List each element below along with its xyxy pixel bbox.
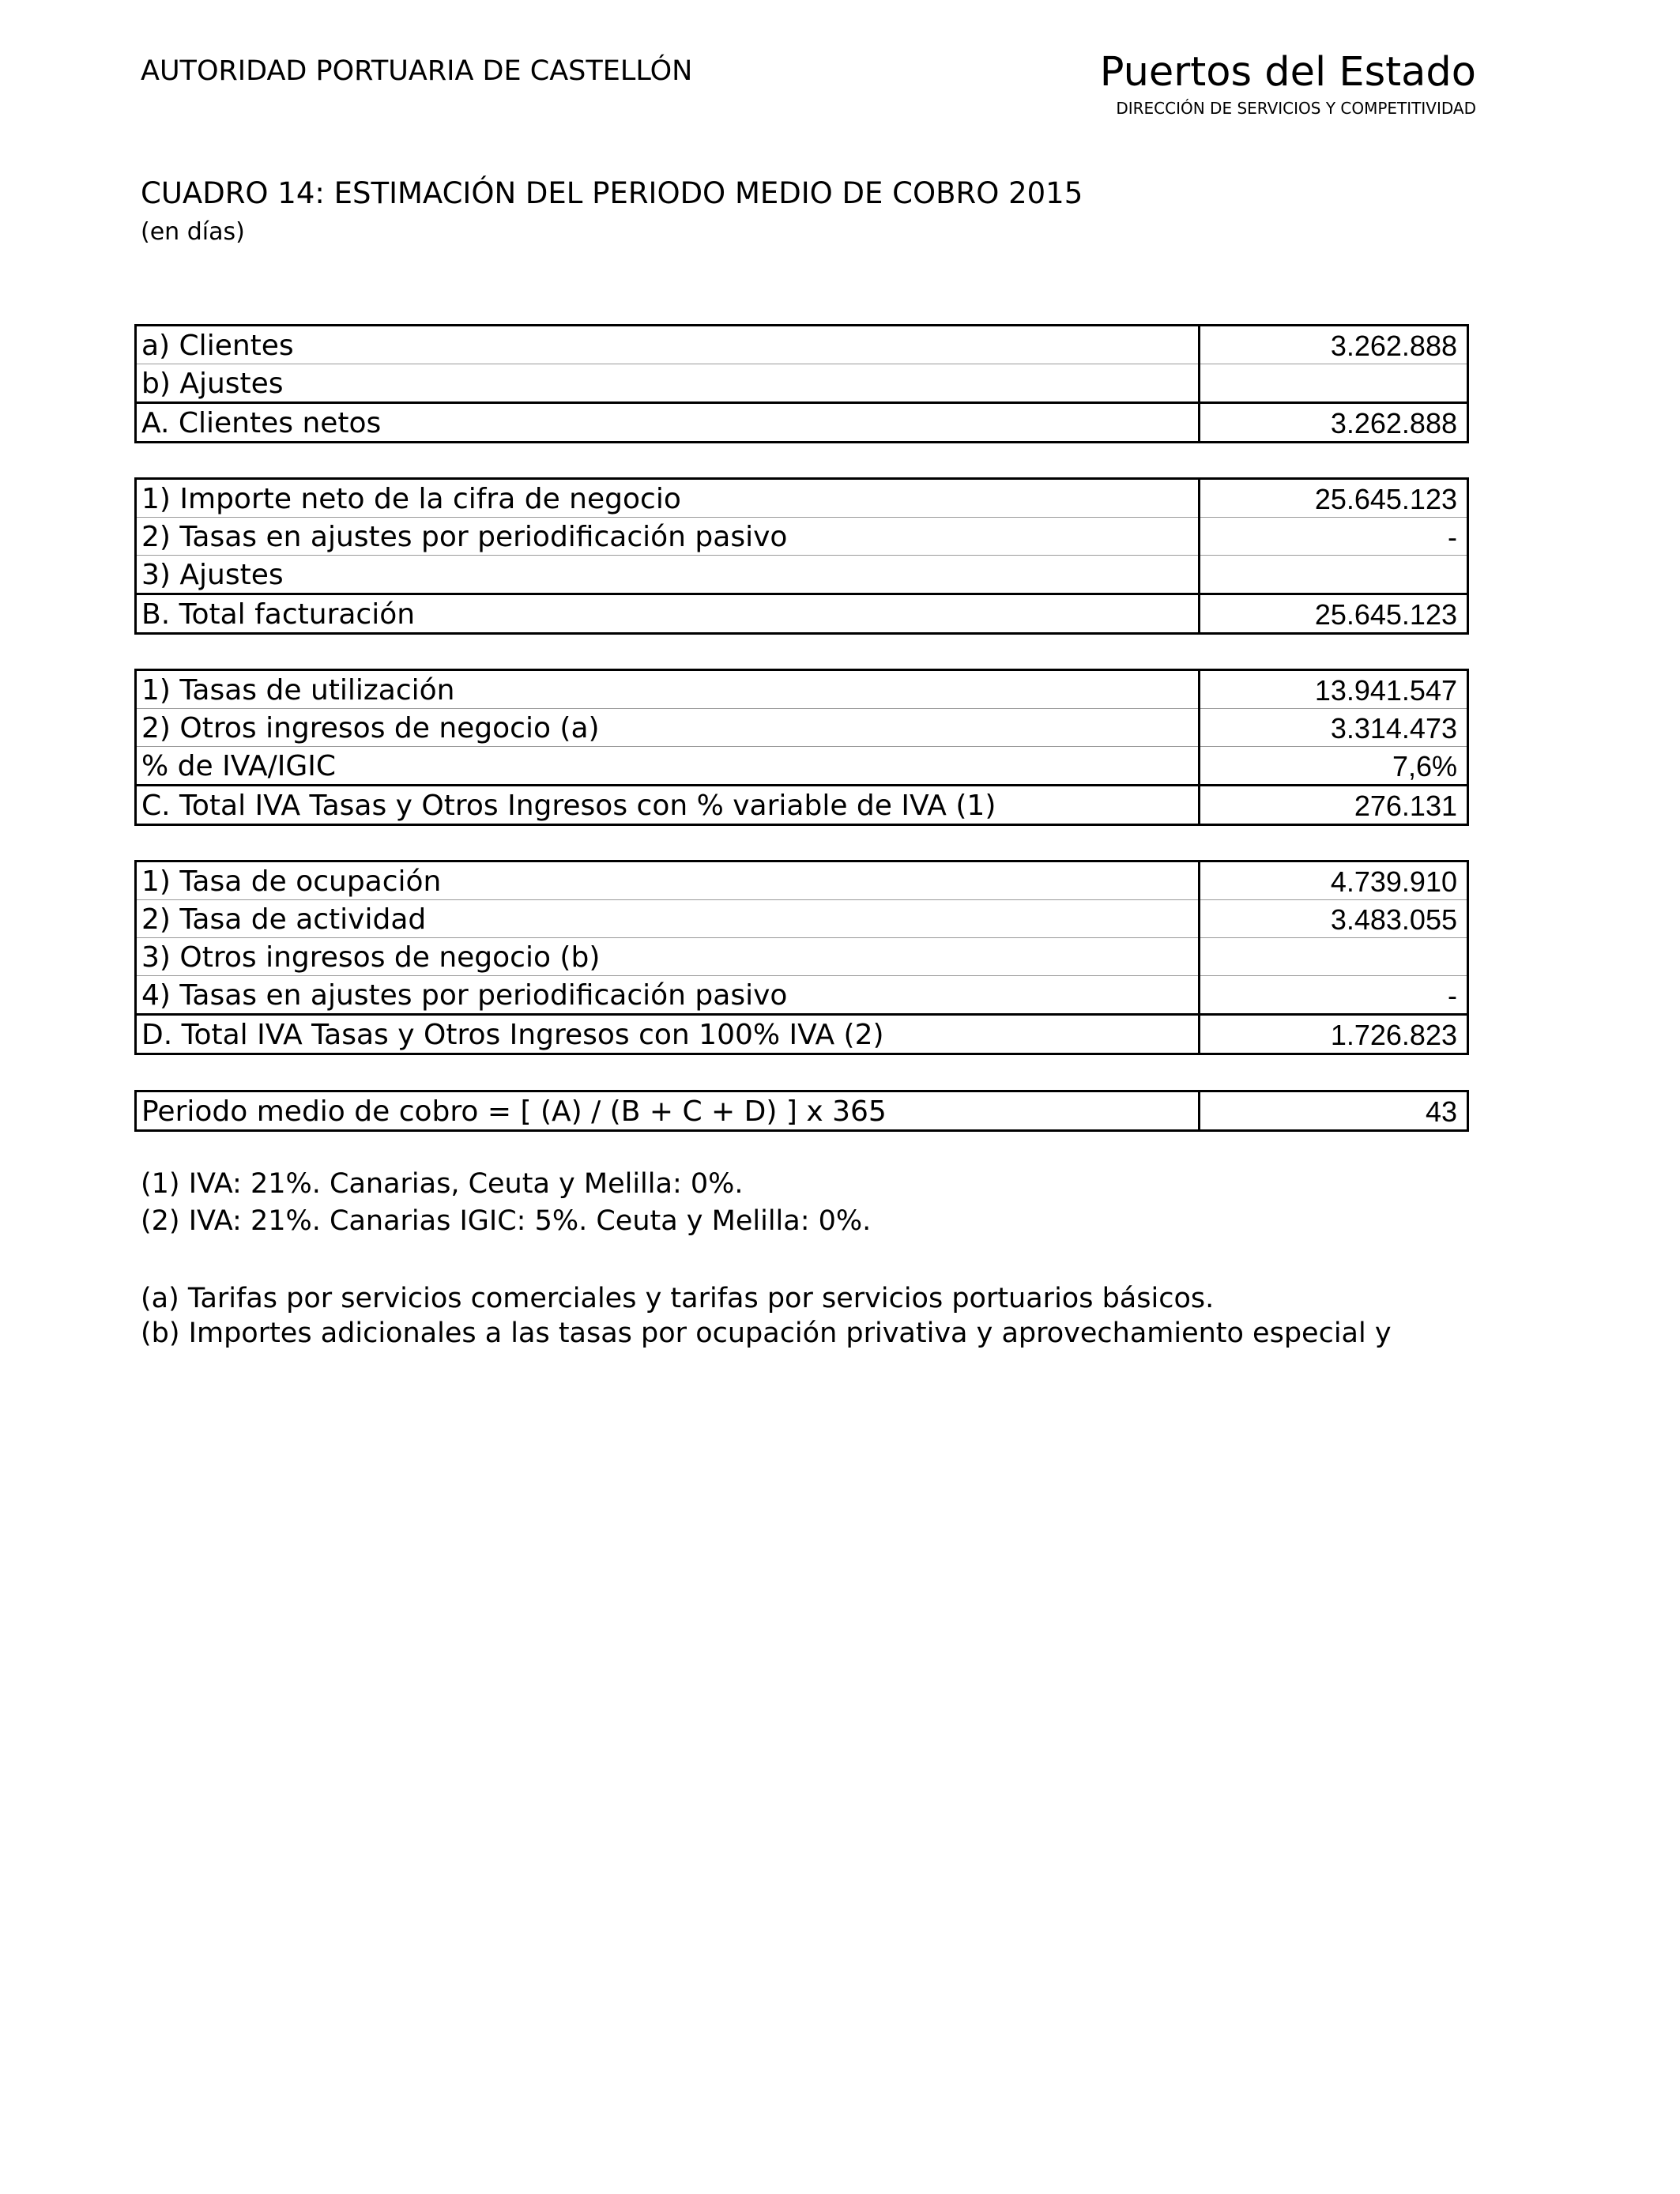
row-value: 7,6% <box>1200 747 1468 786</box>
row-label: 2) Otros ingresos de negocio (a) <box>136 709 1200 747</box>
row-value: 25.645.123 <box>1200 594 1468 634</box>
row-label: 1) Importe neto de la cifra de negocio <box>136 479 1200 518</box>
row-label: Periodo medio de cobro = [ (A) / (B + C + D) ] x 365 <box>136 1091 1200 1131</box>
row-label: 3) Ajustes <box>136 556 1200 594</box>
row-label: 2) Tasas en ajustes por periodificación pasivo <box>136 518 1200 556</box>
department-name: DIRECCIÓN DE SERVICIOS Y COMPETITIVIDAD <box>1116 99 1476 118</box>
table-row <box>136 326 1468 364</box>
row-value: 3.483.055 <box>1200 900 1468 938</box>
table-row <box>136 747 1468 786</box>
row-label: 1) Tasa de ocupación <box>136 861 1200 900</box>
row-value: 276.131 <box>1200 786 1468 825</box>
row-value: 3.262.888 <box>1200 326 1468 364</box>
row-value <box>1200 938 1468 976</box>
footnote-1: (1) IVA: 21%. Canarias, Ceuta y Melilla: 0%. <box>141 1168 744 1200</box>
row-label: a) Clientes <box>136 326 1200 364</box>
total-row <box>136 594 1468 634</box>
row-label: 1) Tasas de utilización <box>136 670 1200 709</box>
table-iva-100 <box>134 860 1469 1055</box>
row-value: - <box>1200 976 1468 1015</box>
footnote-a: (a) Tarifas por servicios comerciales y tarifas por servicios portuarios básicos. <box>141 1283 1215 1314</box>
table-row <box>136 670 1468 709</box>
table-row <box>136 861 1468 900</box>
row-value: 43 <box>1200 1091 1468 1131</box>
table-iva-variable <box>134 669 1469 826</box>
row-value: - <box>1200 518 1468 556</box>
row-label: 4) Tasas en ajustes por periodificación pasivo <box>136 976 1200 1015</box>
footnote-b: (b) Importes adicionales a las tasas por ocupación privativa y aprovechamiento especial y <box>141 1318 1392 1349</box>
row-value: 3.314.473 <box>1200 709 1468 747</box>
page-title: CUADRO 14: ESTIMACIÓN DEL PERIODO MEDIO DE COBRO 2015 <box>141 176 1083 210</box>
brand-name: Puertos del Estado <box>1099 49 1476 96</box>
table-row <box>136 556 1468 594</box>
row-label: b) Ajustes <box>136 364 1200 403</box>
total-row <box>136 1015 1468 1054</box>
table-resultado <box>134 1090 1469 1132</box>
row-label: 2) Tasa de actividad <box>136 900 1200 938</box>
table-row <box>136 518 1468 556</box>
table-row <box>136 900 1468 938</box>
row-value <box>1200 556 1468 594</box>
footnote-2: (2) IVA: 21%. Canarias IGIC: 5%. Ceuta y Melilla: 0%. <box>141 1205 872 1237</box>
table-row <box>136 364 1468 403</box>
row-label: 3) Otros ingresos de negocio (b) <box>136 938 1200 976</box>
total-row <box>136 403 1468 443</box>
row-label: % de IVA/IGIC <box>136 747 1200 786</box>
row-value: 3.262.888 <box>1200 403 1468 443</box>
row-label: C. Total IVA Tasas y Otros Ingresos con % variable de IVA (1) <box>136 786 1200 825</box>
table-row <box>136 479 1468 518</box>
row-value: 4.739.910 <box>1200 861 1468 900</box>
page-subtitle: (en días) <box>141 218 245 246</box>
table-row <box>136 938 1468 976</box>
row-value: 13.941.547 <box>1200 670 1468 709</box>
table-facturacion <box>134 477 1469 635</box>
row-value <box>1200 364 1468 403</box>
table-row <box>136 976 1468 1015</box>
row-value: 25.645.123 <box>1200 479 1468 518</box>
row-label: D. Total IVA Tasas y Otros Ingresos con 100% IVA (2) <box>136 1015 1200 1054</box>
total-row <box>136 786 1468 825</box>
result-row <box>136 1091 1468 1131</box>
table-clientes <box>134 324 1469 443</box>
row-value: 1.726.823 <box>1200 1015 1468 1054</box>
row-label: B. Total facturación <box>136 594 1200 634</box>
table-row <box>136 709 1468 747</box>
row-label: A. Clientes netos <box>136 403 1200 443</box>
organization-name: AUTORIDAD PORTUARIA DE CASTELLÓN <box>141 55 693 87</box>
